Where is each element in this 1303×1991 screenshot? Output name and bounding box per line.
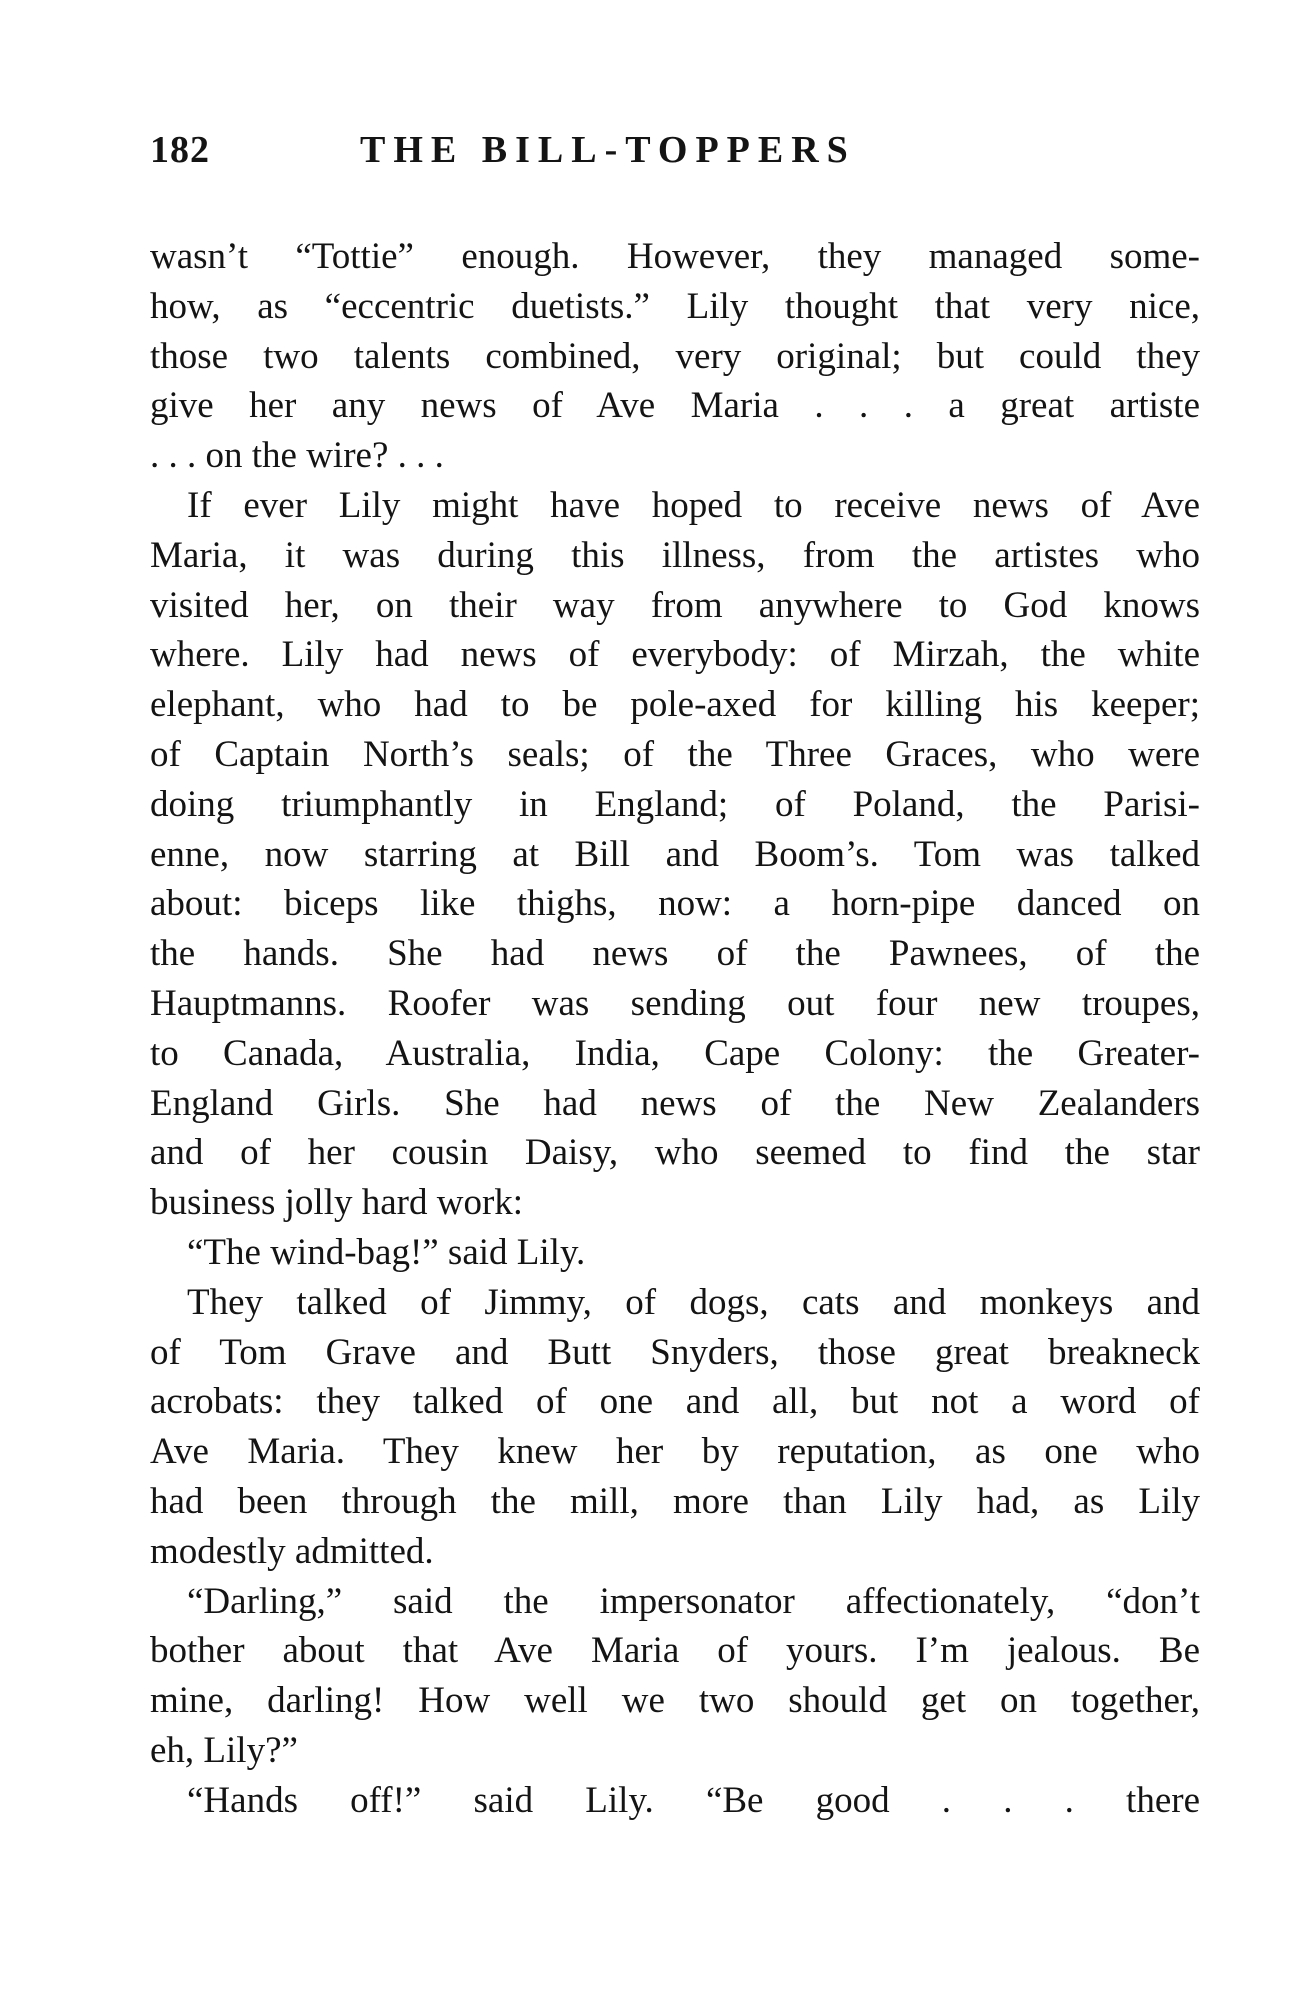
text-line: Hauptmanns. Roofer was sending out four new troupes, bbox=[150, 982, 1200, 1024]
text-line: “Hands off!” said Lily. “Be good . . . there bbox=[187, 1779, 1200, 1821]
text-line: visited her, on their way from anywhere to God knows bbox=[150, 584, 1200, 626]
text-line: . . . on the wire? . . . bbox=[150, 435, 444, 477]
text-line: acrobats: they talked of one and all, but not a word of bbox=[150, 1381, 1200, 1423]
text-line: the hands. She had news of the Pawnees, of the bbox=[150, 933, 1200, 975]
text-line: England Girls. She had news of the New Zealanders bbox=[150, 1082, 1200, 1124]
text-line: mine, darling! How well we two should get on together, bbox=[150, 1680, 1200, 1722]
text-line: enne, now starring at Bill and Boom’s. Tom was talked bbox=[150, 833, 1200, 875]
text-line: modestly admitted. bbox=[150, 1530, 434, 1572]
text-line: “The wind-bag!” said Lily. bbox=[187, 1231, 586, 1273]
text-line: to Canada, Australia, India, Cape Colony: the Greater- bbox=[150, 1032, 1200, 1074]
text-line: doing triumphantly in England; of Poland, the Parisi- bbox=[150, 783, 1200, 825]
text-line: and of her cousin Daisy, who seemed to find the star bbox=[150, 1132, 1200, 1174]
page-number: 182 bbox=[150, 129, 210, 171]
text-line: If ever Lily might have hoped to receive news of Ave bbox=[187, 484, 1200, 526]
text-line: those two talents combined, very original; but could they bbox=[150, 335, 1200, 377]
text-line: eh, Lily?” bbox=[150, 1729, 298, 1771]
text-line: Ave Maria. They knew her by reputation, as one who bbox=[150, 1431, 1200, 1473]
text-line: They talked of Jimmy, of dogs, cats and monkeys and bbox=[187, 1281, 1200, 1323]
text-line: of Captain North’s seals; of the Three Graces, who were bbox=[150, 733, 1200, 775]
text-line: Maria, it was during this illness, from the artistes who bbox=[150, 534, 1200, 576]
text-line: had been through the mill, more than Lily had, as Lily bbox=[150, 1480, 1200, 1522]
text-line: about: biceps like thighs, now: a horn-pipe danced on bbox=[150, 883, 1200, 925]
running-head bbox=[150, 128, 1210, 184]
text-line: give her any news of Ave Maria . . . a great artiste bbox=[150, 385, 1200, 427]
text-line: business jolly hard work: bbox=[150, 1182, 524, 1224]
text-line: how, as “eccentric duetists.” Lily thought that very nice, bbox=[150, 285, 1200, 327]
text-line: wasn’t “Tottie” enough. However, they managed some- bbox=[150, 236, 1200, 277]
body-text bbox=[150, 232, 1200, 1826]
text-line: of Tom Grave and Butt Snyders, those great breakneck bbox=[150, 1331, 1200, 1373]
text-line: bother about that Ave Maria of yours. I’m jealous. Be bbox=[150, 1630, 1200, 1672]
text-line: where. Lily had news of everybody: of Mirzah, the white bbox=[150, 634, 1200, 676]
running-title: THE BILL-TOPPERS bbox=[360, 129, 856, 171]
text-line: elephant, who had to be pole-axed for killing his keeper; bbox=[150, 684, 1200, 726]
text-line: “Darling,” said the impersonator affectionately, “don’t bbox=[187, 1580, 1200, 1622]
